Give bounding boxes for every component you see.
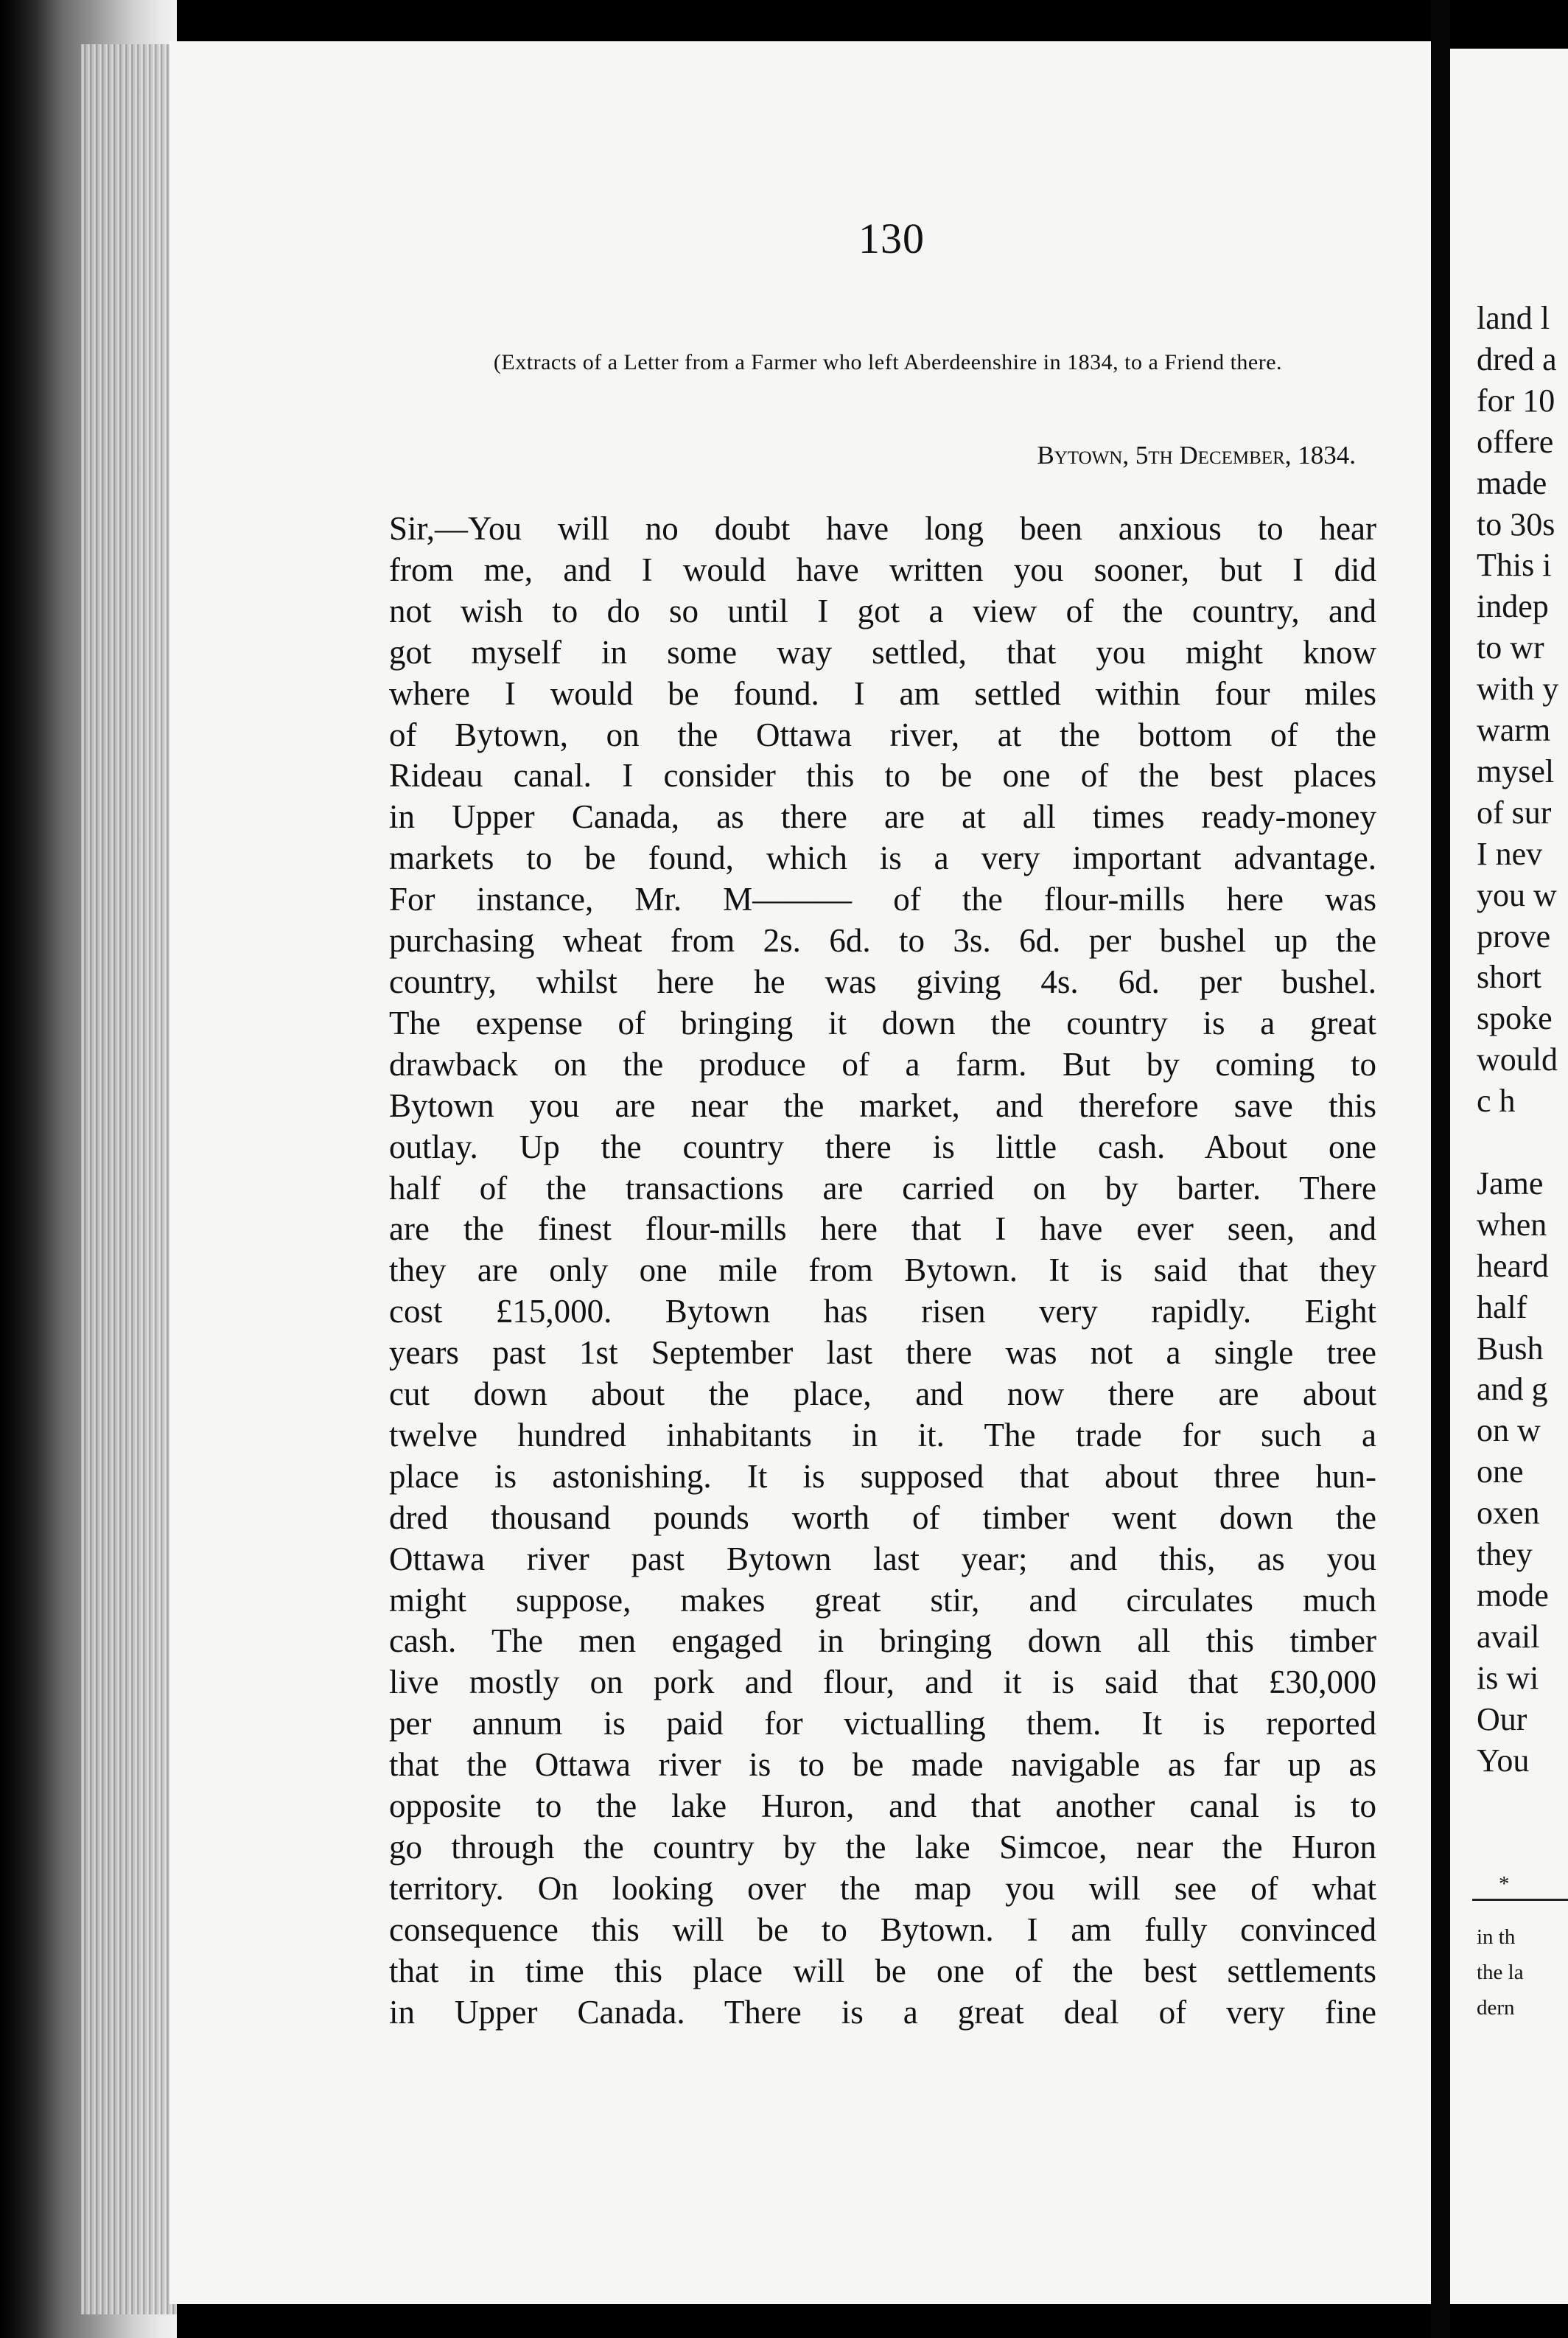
footnote-rule [1472,1899,1568,1901]
body-line: Sir,—You will no doubt have long been anxious to hear [389,510,1376,547]
right-page-line: one [1477,1454,1524,1490]
body-line: Ottawa river past Bytown last year; and this, as you [389,1540,1376,1577]
body-line: where I would be found. I am settled within four miles [389,674,1376,712]
book-gutter [1431,0,1450,2338]
right-page-line: with y [1477,671,1559,708]
right-page-line: c h [1477,1083,1516,1120]
right-page-line: of sur [1477,794,1552,831]
page-edges [81,44,177,2314]
body-line: Bytown you are near the market, and therefore save this [389,1086,1376,1124]
right-page-line: you w [1477,876,1557,913]
body-line: got myself in some way settled, that you might know [389,633,1376,671]
body-line: dred thousand pounds worth of timber went down the [389,1498,1376,1536]
letter-body [389,509,1376,2034]
body-line: half of the transactions are carried on by barter. There [389,1169,1376,1207]
right-page-line: Jame [1477,1165,1544,1201]
right-page-line: prove [1477,918,1551,955]
right-page-line: would [1477,1041,1558,1078]
page-number: 130 [858,214,925,262]
right-page-footnote-line: the la [1477,1961,1524,1984]
right-page-line: You [1477,1742,1530,1779]
body-line: territory. On looking over the map you will see of what [389,1869,1376,1907]
body-line: of Bytown, on the Ottawa river, at the bottom of the [389,716,1376,753]
right-page-line: mysel [1477,753,1555,789]
right-page-line: offere [1477,423,1554,460]
right-page-line: heard [1477,1247,1549,1284]
right-page-line: Bush [1477,1330,1544,1367]
right-page-line: on w [1477,1412,1541,1449]
right-page-line: to wr [1477,629,1544,666]
body-line: The expense of bringing it down the country is a great [389,1004,1376,1041]
body-line: purchasing wheat from 2s. 6d. to 3s. 6d. per bushel up the [389,922,1376,960]
body-line: in Upper Canada, as there are at all times ready-money [389,798,1376,836]
right-page-line: land l [1477,300,1550,336]
right-page [1450,49,1568,2304]
body-line: that the Ottawa river is to be made navigable as far up as [389,1746,1376,1784]
right-page-line: for 10 [1477,382,1555,419]
body-line: in Upper Canada. There is a great deal of very fine [389,1993,1376,2031]
right-page-line: they [1477,1536,1533,1572]
body-line: not wish to do so until I got a view of the country, and [389,592,1376,629]
right-page-line: This i [1477,547,1552,584]
body-line: are the finest flour-mills here that I have ever seen, and [389,1210,1376,1248]
body-line: Rideau canal. I consider this to be one of the best places [389,757,1376,795]
body-line: from me, and I would have written you sooner, but I did [389,551,1376,588]
right-page-line: warm [1477,712,1551,748]
right-page-line: avail [1477,1618,1540,1655]
right-page-line: and g [1477,1371,1548,1408]
body-line: markets to be found, which is a very important advantage. [389,840,1376,877]
body-line: place is astonishing. It is supposed that about three hun- [389,1457,1376,1495]
right-page-footnote-line: in th [1477,1925,1516,1949]
right-page-line: to 30s [1477,506,1555,542]
body-line: might suppose, makes great stir, and circulates much [389,1581,1376,1619]
right-page-line: when [1477,1206,1547,1243]
right-page-line: made [1477,464,1547,501]
right-page-line: half [1477,1288,1527,1325]
right-page-footnote-line: * [1499,1872,1510,1896]
body-line: go through the country by the lake Simcoe, near the Huron [389,1829,1376,1866]
body-line: that in time this place will be one of the best settlements [389,1952,1376,1989]
right-page-line: dred a [1477,341,1557,377]
right-page-line: oxen [1477,1495,1540,1532]
right-page-line: short [1477,959,1541,996]
body-line: live mostly on pork and flour, and it is said that £30,000 [389,1664,1376,1701]
body-line: cut down about the place, and now there are about [389,1375,1376,1413]
body-line: drawback on the produce of a farm. But by coming to [389,1045,1376,1083]
body-line: years past 1st September last there was not a single tree [389,1334,1376,1372]
body-line: opposite to the lake Huron, and that another canal is to [389,1787,1376,1825]
right-page-line: indep [1477,588,1549,625]
body-line: cash. The men engaged in bringing down all this timber [389,1622,1376,1660]
body-line: cost £15,000. Bytown has risen very rapidly. Eight [389,1293,1376,1330]
right-page-footnote-line: dern [1477,1996,1515,2020]
right-page-line: spoke [1477,1000,1553,1037]
right-page-line: I nev [1477,835,1543,872]
body-line: For instance, Mr. M——— of the flour-mills here was [389,881,1376,918]
body-line: per annum is paid for victualling them. It is reported [389,1705,1376,1742]
body-line: outlay. Up the country there is little cash. About one [389,1128,1376,1165]
right-page-line: is wi [1477,1659,1539,1696]
right-page-line: Our [1477,1700,1527,1737]
letter-heading: (Extracts of a Letter from a Farmer who left Aberdeenshire in 1834, to a Friend there. [493,350,1283,374]
body-line: twelve hundred inhabitants in it. The trade for such a [389,1416,1376,1454]
body-line: they are only one mile from Bytown. It is said that they [389,1252,1376,1289]
right-page-line: mode [1477,1577,1549,1613]
body-line: consequence this will be to Bytown. I am fully convinced [389,1910,1376,1948]
dateline: Bytown, 5th December, 1834. [1037,441,1356,470]
body-line: country, whilst here he was giving 4s. 6d. per bushel. [389,963,1376,1000]
